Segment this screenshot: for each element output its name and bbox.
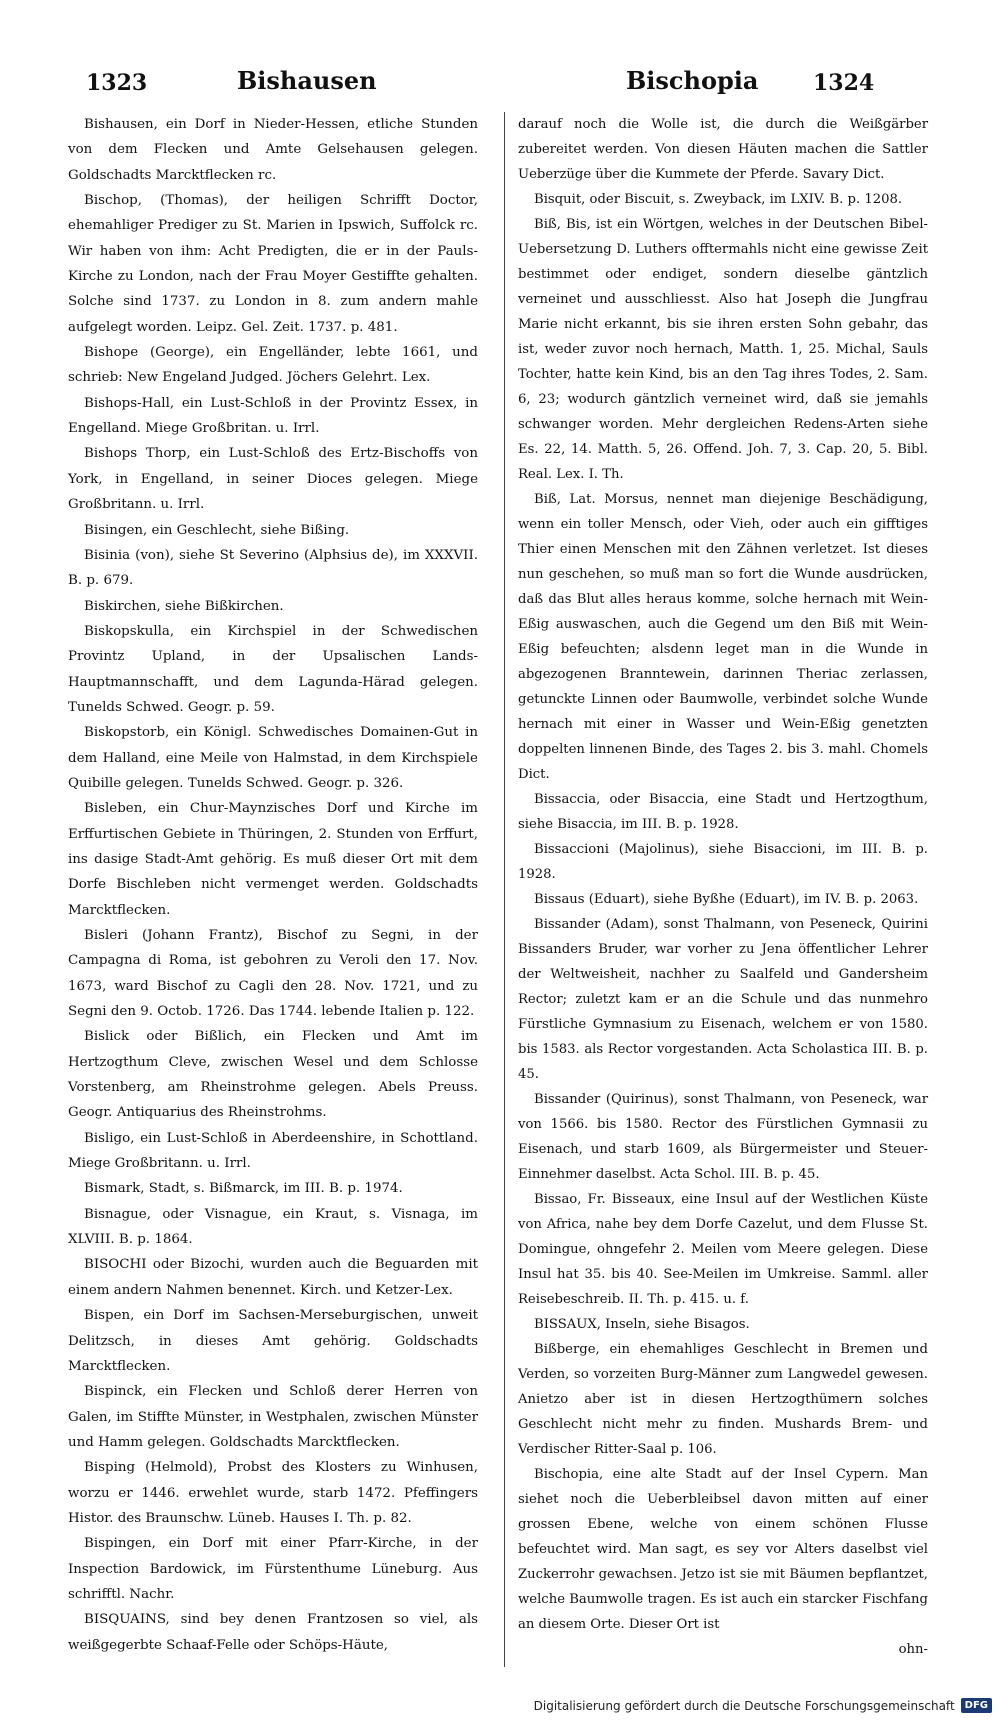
entry: Bisingen, ein Geschlecht, siehe Bißing.: [84, 522, 350, 538]
entry: Bißberge, ein ehemahliges Geschlecht in Bremen und Verden, so vorzeiten Burg-Männer zum Langwedel gewesen. Anietzo aber ist in diesen Hertzogthümern solches Geschlecht nicht mehr zu finden. Mushards Brem- und Verdischer Ritter-Saal p. 106.: [518, 1342, 928, 1457]
entry: Bisnague, oder Visnague, ein Kraut, s. Visnaga, im XLVIII. B. p. 1864.: [68, 1206, 478, 1248]
entry: Bismark, Stadt, s. Bißmarck, im III. B. p. 1974.: [84, 1181, 403, 1197]
entry: Bissaus (Eduart), siehe Byßhe (Eduart), im IV. B. p. 2063.: [534, 892, 919, 907]
entry: Biß, Lat. Morsus, nennet man diejenige Beschädigung, wenn ein toller Mensch, oder Vieh, oder auch ein gifftiges Thier einen Menschen mit den Zähnen verletzet. Ist dieses nun geschehen, so muß man so fort die Wunde ausdrücken, daß das Blut alles heraus komme, solche hernach mit Wein-Eßig auswaschen, auch die Gegend um den Biß mit Wein-Eßig befeuchten; alsdenn leget man in die Wunde in abgezogenen Branntewein, darinnen Theriac zerlassen, getunckte Linnen oder Baumwolle, verbindet solche Wunde hernach mit einer in Wasser und Wein-Eßig genetzten doppelten linnenen Binde, des Tages 2. bis 3. mahl. Chomels Dict.: [518, 492, 928, 782]
entry: Bisleri (Johann Frantz), Bischof zu Segni, in der Campagna di Roma, ist gebohren zu Veroli den 17. Nov. 1673, ward Bischof zu Cagli den 28. Nov. 1721, und zu Segni den 9. Octob. 1726. Das 1744. lebende Italien p. 122.: [68, 928, 478, 1020]
entry: Bissander (Adam), sonst Thalmann, von Peseneck, Quirini Bissanders Bruder, war vorher zu Jena öffentlicher Lehrer der Weltweisheit, nachher zu Saalfeld und Gandersheim Rector; zuletzt kam er an die Schule und das nunmehro Fürstliche Gymnasium zu Eisenach, welchem er von 1580. bis 1583. als Rector vorgestanden. Acta Scholastica III. B. p. 45.: [518, 917, 928, 1082]
left-page-number: 1323: [86, 70, 148, 96]
entry: Bisligo, ein Lust-Schloß in Aberdeenshire, in Schottland. Miege Großbritann. u. Irrl.: [68, 1130, 478, 1172]
entry: Bishausen, ein Dorf in Nieder-Hessen, etliche Stunden von dem Flecken und Amte Gelsehausen gelegen. Goldschadts Marcktflecken rc.: [68, 117, 478, 183]
entry: Bispen, ein Dorf im Sachsen-Merseburgischen, unweit Delitzsch, in dieses Amt gehörig. Goldschadts Marcktflecken.: [68, 1308, 478, 1374]
entry: Bispinck, ein Flecken und Schloß derer Herren von Galen, im Stiffte Münster, in Westphalen, zwischen Münster und Hamm gelegen. Goldschadts Marcktflecken.: [68, 1384, 478, 1450]
entry: Biskopskulla, ein Kirchspiel in der Schwedischen Provintz Upland, in der Upsalischen Lands-Hauptmannschafft, und dem Lagunda-Härad gelegen. Tunelds Schwed. Geogr. p. 59.: [68, 623, 478, 715]
entry: BISOCHI oder Bizochi, wurden auch die Beguarden mit einem andern Nahmen benennet. Kirch. und Ketzer-Lex.: [68, 1257, 478, 1298]
entry: BISSAUX, Inseln, siehe Bisagos.: [534, 1317, 750, 1332]
left-running-head: Bishausen: [237, 66, 377, 95]
entry-continuation: darauf noch die Wolle ist, die durch die Weißgärber zubereitet werden. Von diesen Häuten machen die Sattler Ueberzüge über die Kummete der Pferde. Savary Dict.: [518, 117, 928, 182]
entry: Bispingen, ein Dorf mit einer Pfarr-Kirche, in der Inspection Bardowick, im Fürstenthume Lüneburg. Aus schrifftl. Nachr.: [68, 1536, 478, 1602]
entry: Bisleben, ein Chur-Maynzisches Dorf und Kirche im Erffurtischen Gebiete in Thüringen, 2. Stunden von Erffurt, ins dasige Stadt-Amt gehörig. Es muß dieser Ort mit dem Dorfe Bischleben nicht vermenget werden. Goldschadts Marcktflecken.: [68, 801, 478, 918]
left-column: [68, 112, 478, 1658]
right-column: [518, 112, 928, 1662]
digitization-credit: [534, 1698, 992, 1713]
entry: Bischop, (Thomas), der heiligen Schrifft Doctor, ehemahliger Prediger zu St. Marien in Ipswich, Suffolck rc. Wir haben von ihm: Acht Predigten, die er in der Pauls-Kirche zu London, nach der Frau Moyer Gestiffte gehalten. Solche sind 1737. zu London in 8. zum andern mahle aufgelegt worden. Leipz. Gel. Zeit. 1737. p. 481.: [68, 193, 478, 335]
entry: Bissaccia, oder Bisaccia, eine Stadt und Hertzogthum, siehe Bisaccia, im III. B. p. 1928.: [518, 792, 928, 832]
entry: Bischopia, eine alte Stadt auf der Insel Cypern. Man siehet noch die Ueberbleibsel davon mitten auf einer grossen Ebene, welche von einem schönen Flusse befeuchtet wird. Man sagt, es sey vor Alters daselbst viel Zuckerrohr gewachsen. Jetzo ist sie mit Bäumen bepflantzet, welche Baumwolle tragen. Es ist auch ein starcker Fischfang an diesem Orte. Dieser Ort ist: [518, 1467, 928, 1632]
entry: Bissaccioni (Majolinus), siehe Bisaccioni, im III. B. p. 1928.: [518, 842, 928, 882]
entry: Biskirchen, siehe Bißkirchen.: [84, 598, 284, 614]
entry: Bislick oder Bißlich, ein Flecken und Amt im Hertzogthum Cleve, zwischen Wesel und dem Schlosse Vorstenberg, am Rheinstrohme gelegen. Abels Preuss. Geogr. Antiquarius des Rheinstrohms.: [68, 1029, 478, 1121]
entry: Bissander (Quirinus), sonst Thalmann, von Peseneck, war von 1566. bis 1580. Rector des Fürstlichen Gymnasii zu Eisenach, und starb 1609, als Bürgermeister und Steuer-Einnehmer daselbst. Acta Schol. III. B. p. 45.: [518, 1092, 928, 1182]
entry: Bishope (George), ein Engelländer, lebte 1661, und schrieb: New Engeland Judged. Jöchers Gelehrt. Lex.: [68, 345, 478, 386]
credit-text: Digitalisierung gefördert durch die Deutsche Forschungsgemeinschaft: [533, 1698, 955, 1713]
entry: Bissao, Fr. Bisseaux, eine Insul auf der Westlichen Küste von Africa, nahe bey dem Dorfe Cazelut, und dem Flusse St. Domingue, ohngefehr 2. Meilen vom Meere gelegen. Diese Insul hat 35. bis 40. See-Meilen im Umkreise. Samml. aller Reisebeschreib. II. Th. p. 415. u. f.: [518, 1192, 928, 1307]
catchword: ohn-: [898, 1642, 928, 1657]
entry: Bishops Thorp, ein Lust-Schloß des Ertz-Bischoffs von York, in Engelland, in seiner Dioces gelegen. Miege Großbritann. u. Irrl.: [68, 446, 478, 513]
dfg-logo: DFG: [961, 1698, 992, 1713]
right-running-head: Bischopia: [626, 66, 759, 95]
entry: Biß, Bis, ist ein Wörtgen, welches in der Deutschen Bibel-Uebersetzung D. Luthers offtermahls nicht eine gewisse Zeit bestimmet oder endiget, sondern dieselbe gäntzlich verneinet und ausschliesst. Also hat Joseph die Jungfrau Marie nicht erkannt, bis sie ihren ersten Sohn gebahr, das ist, weder zuvor noch hernach, Matth. 1, 25. Michal, Sauls Tochter, hatte kein Kind, bis an den Tag ihres Todes, 2. Sam. 6, 23; wodurch gäntzlich verneinet wird, daß sie jemahls schwanger worden. Mehr dergleichen Redens-Arten siehe Es. 22, 14. Matth. 5, 26. Offend. Joh. 7, 3. Cap. 20, 5. Bibl. Real. Lex. I. Th.: [518, 217, 928, 482]
entry: Bisinia (von), siehe St Severino (Alphsius de), im XXXVII. B. p. 679.: [68, 547, 478, 589]
entry: Bisping (Helmold), Probst des Klosters zu Winhusen, worzu er 1446. erwehlet wurde, starb 1472. Pfeffingers Histor. des Braunschw. Lüneb. Hauses I. Th. p. 82.: [68, 1460, 478, 1526]
entry: Biskopstorb, ein Königl. Schwedisches Domainen-Gut in dem Halland, eine Meile von Halmstad, in dem Kirchspiele Quibille gelegen. Tunelds Schwed. Geogr. p. 326.: [68, 725, 478, 791]
right-page-number: 1324: [813, 70, 875, 96]
column-divider: [504, 112, 505, 1667]
entry: Bishops-Hall, ein Lust-Schloß in der Provintz Essex, in Engelland. Miege Großbritan. u. Irrl.: [68, 395, 478, 437]
entry: BISQUAINS, sind bey denen Frantzosen so viel, als weißgegerbte Schaaf-Felle oder Schöps-Häute,: [68, 1612, 478, 1653]
entry: Bisquit, oder Biscuit, s. Zweyback, im LXIV. B. p. 1208.: [534, 192, 903, 207]
